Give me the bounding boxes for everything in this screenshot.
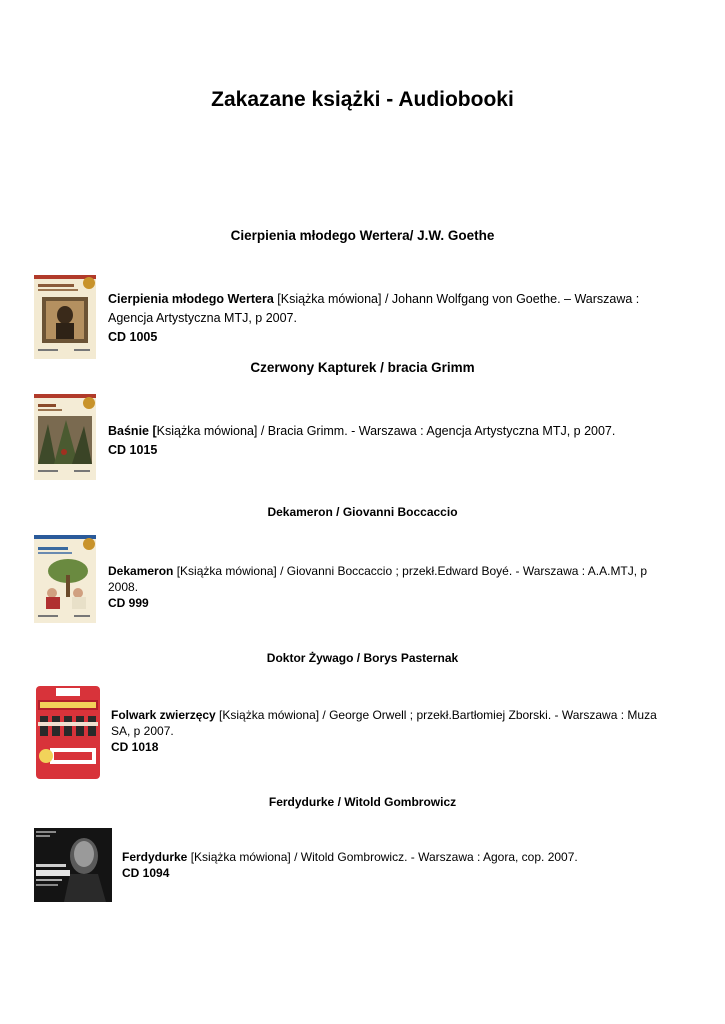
entry-description: [Książka mówiona] / Johann Wolfgang von Goethe. – Warszawa : Agencja Artystyczna MTJ, p 2007. — [108, 292, 640, 325]
section-heading-ferdydurke: Ferdydurke / Witold Gombrowicz — [268, 795, 457, 809]
entry-description: [Książka mówiona] / George Orwell ; przekł.Bartłomiej Zborski. - Warszawa : Muza SA, p 2007. — [111, 708, 657, 738]
entry-cd-number: CD 1018 — [111, 740, 159, 754]
entry-cd-number: CD 999 — [108, 596, 149, 610]
book-cover-basnie-icon — [34, 394, 96, 480]
entry-description: [Książka mówiona] / Giovanni Boccaccio ; przekł.Edward Boyé. - Warszawa : A.A.MTJ, p 2008. — [108, 564, 648, 594]
page-title: Zakazane książki - Audiobooki — [211, 88, 514, 111]
entry-description: Książka mówiona] / Bracia Grimm. - Warszawa : Agencja Artystyczna MTJ, p 2007. — [156, 424, 616, 438]
entry-title: Ferdydurke — [122, 850, 188, 864]
section-heading-kapturek: Czerwony Kapturek / bracia Grimm — [250, 360, 475, 375]
entry-title: Cierpienia młodego Wertera — [108, 292, 274, 306]
book-cover-folwark-icon — [36, 686, 100, 779]
entry-basnie — [108, 422, 678, 460]
entry-title: Baśnie [ — [108, 424, 157, 438]
entry-title: Dekameron — [108, 564, 174, 578]
entry-title: Folwark zwierzęcy — [111, 708, 216, 722]
book-cover-ferdydurke-icon — [34, 828, 112, 902]
entry-werther — [108, 290, 678, 347]
entry-folwark — [111, 707, 666, 755]
entry-cd-number: CD 1005 — [108, 330, 158, 344]
section-heading-werther: Cierpienia młodego Wertera/ J.W. Goethe — [230, 228, 495, 243]
entry-cd-number: CD 1094 — [122, 866, 170, 880]
book-cover-dekameron-icon — [34, 535, 96, 623]
entry-cd-number: CD 1015 — [108, 443, 158, 457]
section-heading-zywago: Doktor Żywago / Borys Pasternak — [266, 651, 459, 665]
section-heading-dekameron: Dekameron / Giovanni Boccaccio — [267, 505, 458, 519]
entry-description: [Książka mówiona] / Witold Gombrowicz. - Warszawa : Agora, cop. 2007. — [187, 850, 578, 864]
entry-dekameron — [108, 563, 678, 611]
book-cover-werther-icon — [34, 275, 96, 359]
entry-ferdydurke — [122, 849, 682, 881]
